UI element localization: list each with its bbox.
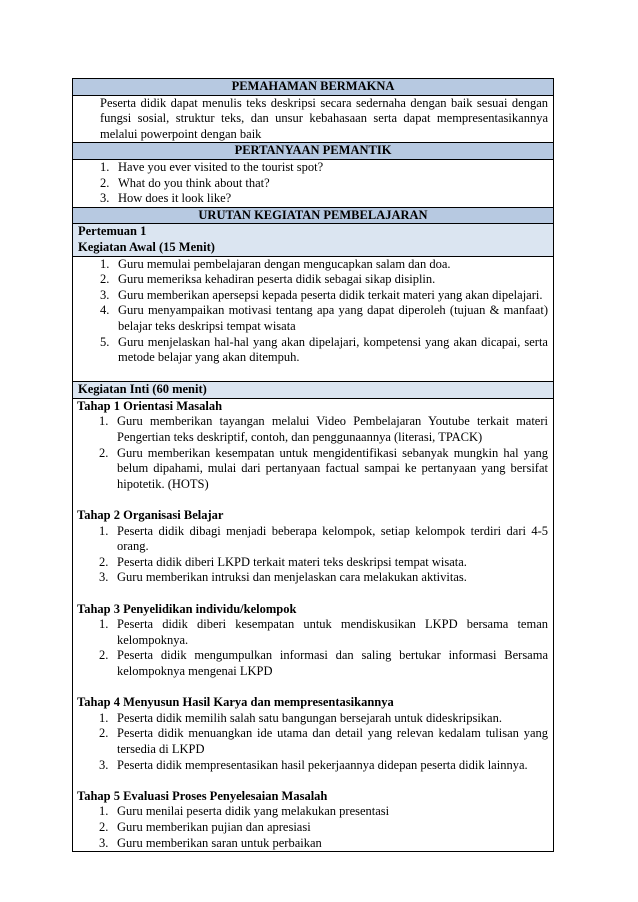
list-number: 5.: [100, 334, 110, 349]
kegiatan-awal-title: Kegiatan Awal (15 Menit): [78, 239, 215, 254]
tahap2-list: [77, 524, 548, 586]
list-number: 3.: [99, 835, 109, 850]
tahap5-title: Tahap 5 Evaluasi Proses Penyelesaian Masalah: [77, 788, 328, 803]
list-text: Peserta didik dibagi menjadi beberapa kelompok, setiap kelompok terdiri dari 4-5 orang.: [117, 523, 548, 554]
list-text: Guru memberikan tayangan melalui Video Pembelajaran Youtube terkait materi Pengertian teks deskriptif, contoh, dan penggunaannya (literasi, TPACK): [117, 414, 548, 445]
tahap1-list: [77, 414, 548, 492]
list-item: [78, 160, 548, 176]
list-item: [77, 804, 548, 820]
list-text: Peserta didik mengumpulkan informasi dan saling bertukar informasi Bersama kelompoknya mengenai LKPD: [117, 648, 548, 678]
list-item: [77, 820, 548, 836]
list-item: [78, 335, 548, 366]
kegiatan-inti-header: Kegiatan Inti (60 menit): [73, 382, 554, 399]
tahap4-list: [77, 711, 548, 773]
list-text: Peserta didik diberi kesempatan untuk mendiskusikan LKPD bersama teman kelompoknya.: [117, 617, 548, 647]
list-number: 1.: [100, 159, 110, 174]
tahap4-title: Tahap 4 Menyusun Hasil Karya dan mempresentasikannya: [77, 695, 394, 710]
kegiatan-inti-cell: [73, 398, 554, 851]
list-text: Guru memberikan intruksi dan menjelaskan cara melakukan aktivitas.: [117, 570, 467, 585]
list-text: Peserta didik mempresentasikan hasil pekerjaannya didepan peserta didik lainnya.: [117, 757, 528, 772]
list-text: Have you ever visited to the tourist spot?: [118, 159, 324, 174]
lesson-plan-table: [72, 78, 554, 852]
list-text: How does it look like?: [118, 191, 232, 206]
list-text: Guru memberikan pujian dan apresiasi: [117, 819, 311, 834]
pertanyaan-list: [78, 160, 548, 207]
pemahaman-cell: [73, 95, 554, 143]
list-text: Guru memberikan saran untuk perbaikan: [117, 835, 322, 850]
list-text: Peserta didik memilih salah satu bangungan bersejarah untuk dideskripsikan.: [117, 710, 502, 725]
document-page: [72, 78, 554, 852]
list-number: 1.: [99, 523, 109, 538]
list-item: [78, 303, 548, 334]
list-text: Guru memulai pembelajaran dengan mengucapkan salam dan doa.: [118, 256, 451, 271]
list-number: 2.: [99, 648, 109, 663]
pemahaman-text: Peserta didik dapat menulis teks deskripsi secara sedernaha dengan baik sesuai dengan fungsi sosial, struktur teks, dan unsur kebahasaan serta dapat mempresentasikannya melalui powerpoint dengan baik: [100, 95, 548, 141]
list-text: Peserta didik menuangkan ide utama dan detail yang relevan kedalam tulisan yang tersedia di LKPD: [117, 726, 548, 756]
list-item: [78, 288, 548, 304]
list-text: Guru menilai peserta didik yang melakukan presentasi: [117, 804, 390, 819]
list-item: [77, 648, 548, 679]
list-text: What do you think about that?: [118, 175, 270, 190]
list-item: [78, 272, 548, 288]
urutan-header: URUTAN KEGIATAN PEMBELAJARAN: [73, 207, 554, 224]
kegiatan-awal-cell: [73, 256, 554, 382]
kegiatan-awal-header: [73, 224, 554, 256]
list-number: 2.: [99, 554, 109, 569]
kegiatan-awal-list: [78, 257, 548, 366]
list-text: Guru memberikan kesempatan untuk mengidentifikasi sebanyak mungkin hal yang belum dipahami, mulai dari pertanyaan factual sampai ke pertanyaan yang bersifat hipotetik. (HOTS): [117, 445, 548, 491]
tahap1-title: Tahap 1 Orientasi Masalah: [77, 398, 223, 413]
list-number: 1.: [99, 804, 109, 819]
list-number: 3.: [99, 570, 109, 585]
list-number: 2.: [99, 819, 109, 834]
list-number: 3.: [99, 757, 109, 772]
list-number: 1.: [99, 414, 109, 429]
list-number: 2.: [100, 175, 110, 190]
list-text: Guru memeriksa kehadiran peserta didik sebagai sikap disiplin.: [118, 272, 436, 287]
list-text: Guru menyampaikan motivasi tentang apa yang dapat diperoleh (tujuan & manfaat) belajar teks deskripsi tempat wisata: [118, 303, 548, 333]
list-item: [77, 758, 548, 774]
tahap5-list: [77, 804, 548, 851]
list-item: [78, 257, 548, 273]
list-number: 1.: [100, 256, 110, 271]
list-item: [77, 570, 548, 586]
list-item: [78, 191, 548, 207]
tahap2-title: Tahap 2 Organisasi Belajar: [77, 508, 224, 523]
list-item: [77, 617, 548, 648]
list-number: 1.: [99, 710, 109, 725]
list-number: 2.: [100, 272, 110, 287]
list-item: [77, 446, 548, 493]
list-item: [77, 836, 548, 852]
pertanyaan-header: PERTANYAAN PEMANTIK: [73, 143, 554, 160]
spacer: [78, 366, 548, 382]
pertanyaan-cell: [73, 159, 554, 207]
list-item: [78, 176, 548, 192]
list-item: [77, 414, 548, 445]
pemahaman-header: PEMAHAMAN BERMAKNA: [73, 79, 554, 96]
list-number: 3.: [100, 191, 110, 206]
meeting-label: Pertemuan 1: [78, 224, 147, 239]
list-item: [77, 711, 548, 727]
list-number: 2.: [99, 726, 109, 741]
list-item: [77, 726, 548, 757]
list-number: 1.: [99, 617, 109, 632]
list-text: Peserta didik diberi LKPD terkait materi teks deskripsi tempat wisata.: [117, 554, 467, 569]
list-item: [77, 555, 548, 571]
list-number: 2.: [99, 445, 109, 460]
list-number: 3.: [100, 287, 110, 302]
list-text: Guru memberikan apersepsi kepada peserta didik terkait materi yang akan dipelajari.: [118, 287, 543, 302]
tahap3-list: [77, 617, 548, 679]
list-number: 4.: [100, 303, 110, 318]
list-text: Guru menjelaskan hal-hal yang akan dipelajari, kompetensi yang akan dicapai, serta metode belajar yang akan ditempuh.: [118, 334, 548, 365]
list-item: [77, 524, 548, 555]
tahap3-title: Tahap 3 Penyelidikan individu/kelompok: [77, 601, 297, 616]
